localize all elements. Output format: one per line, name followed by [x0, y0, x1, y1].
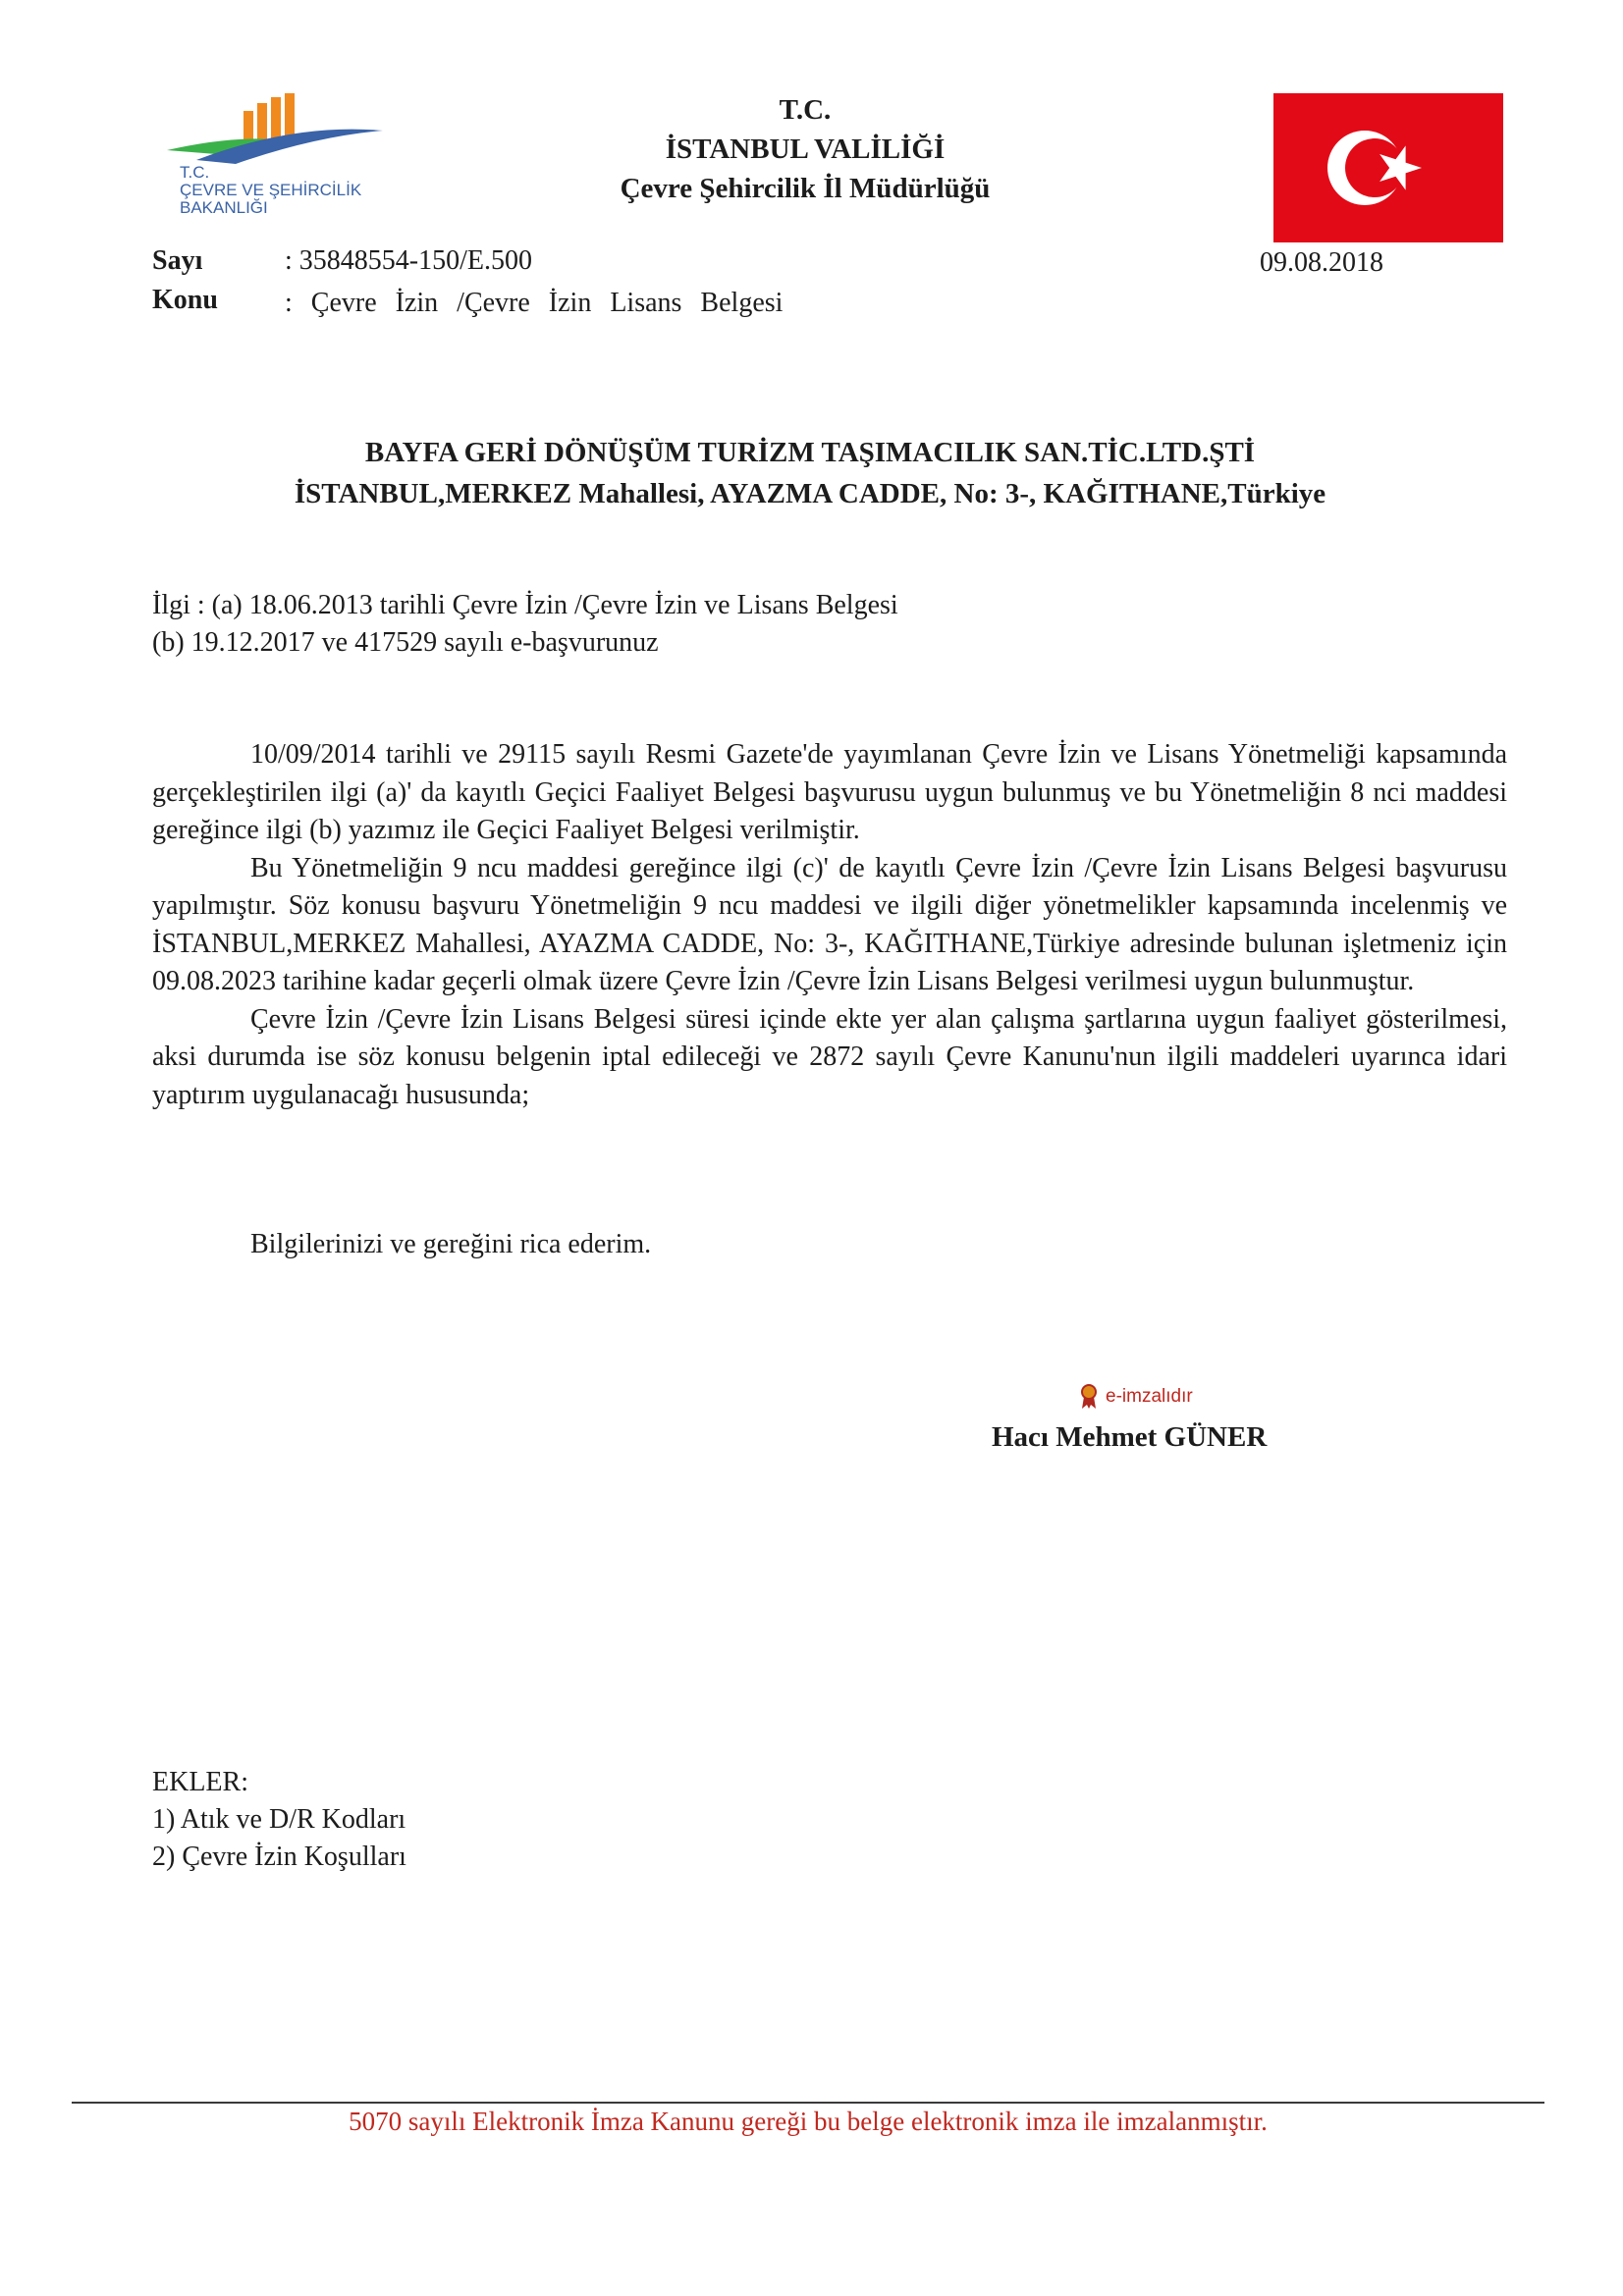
ministry-emblem-icon	[157, 93, 403, 172]
ministry-logo-text	[180, 164, 361, 217]
konu-label: Konu	[152, 285, 218, 315]
body-paragraph-1: 10/09/2014 tarihli ve 29115 sayılı Resmi Gazete'de yayımlanan Çevre İzin ve Lisans Yönetmeliği kapsamında gerçekleştirilen ilgi (a)' da kayıtlı Geçici Faaliyet Belgesi başvurusu uygun bulunmuş ve bu Yönetmeliğin 8 nci maddesi gereğince ilgi (b) yazımız ile Geçici Faaliyet Belgesi verilmiştir.	[152, 739, 1507, 845]
logo-line-1: T.C.	[180, 163, 210, 182]
ribbon-icon	[1080, 1384, 1098, 1410]
header-line-tc: T.C.	[779, 94, 832, 126]
header-line-governorship: İSTANBUL VALİLİĞİ	[665, 133, 946, 165]
body-paragraph-3: Çevre İzin /Çevre İzin Lisans Belgesi süresi içinde ekte yer alan çalışma şartlarına uygun faaliyet gösterilmesi, aksi durumda ise söz konusu belgenin iptal edileceği ve 2872 sayılı Çevre Kanunu'nun ilgili maddeleri uyarınca idari yaptırım uygulanacağı hususunda;	[152, 1003, 1507, 1110]
footer-divider	[72, 2102, 1544, 2104]
letter-body	[152, 736, 1507, 1114]
logo-line-3: BAKANLIĞI	[180, 198, 268, 217]
letter-date: 09.08.2018	[1260, 247, 1383, 278]
attachments-title: EKLER:	[152, 1767, 248, 1797]
sayi-value: : 35848554-150/E.500	[285, 245, 532, 276]
sayi-label: Sayı	[152, 245, 203, 276]
addressee-address: İSTANBUL,MERKEZ Mahallesi, AYAZMA CADDE, No: 3-, KAĞITHANE,Türkiye	[294, 478, 1326, 509]
reference-a: İlgi : (a) 18.06.2013 tarihli Çevre İzin /Çevre İzin ve Lisans Belgesi	[152, 590, 898, 620]
e-signature-label: e-imzalıdır	[1106, 1386, 1193, 1408]
attachment-item: 2) Çevre İzin Koşulları	[152, 1842, 406, 1872]
header-line-directorate: Çevre Şehircilik İl Müdürlüğü	[620, 173, 991, 204]
reference-b: (b) 19.12.2017 ve 417529 sayılı e-başvurunuz	[152, 627, 659, 658]
body-paragraph-2: Bu Yönetmeliğin 9 ncu maddesi gereğince ilgi (c)' de kayıtlı Çevre İzin /Çevre İzin Lisans Belgesi başvurusu yapılmıştır. Söz konusu başvuru Yönetmeliğin 9 ncu maddesi ve ilgili diğer yönetmelikler kapsamında incelenmiş ve İSTANBUL,MERKEZ Mahallesi, AYAZMA CADDE, No: 3-, KAĞITHANE,Türkiye adresinde bulunan işletmeniz için 09.08.2023 tarihine kadar geçerli olmak üzere Çevre İzin /Çevre İzin Lisans Belgesi verilmesi uygun bulunmuştur.	[152, 852, 1507, 996]
addressee-company: BAYFA GERİ DÖNÜŞÜM TURİZM TAŞIMACILIK SAN.TİC.LTD.ŞTİ	[364, 437, 1256, 468]
reference-block	[152, 587, 898, 662]
turkish-flag-icon	[1273, 93, 1503, 242]
footer-e-signature-note: 5070 sayılı Elektronik İmza Kanunu gereği bu belge elektronik imza ile imzalanmıştır.	[349, 2107, 1268, 2136]
konu-value: : Çevre İzin /Çevre İzin Lisans Belgesi	[285, 288, 784, 318]
closing-sentence: Bilgilerinizi ve gereğini rica ederim.	[250, 1229, 652, 1259]
attachment-item: 1) Atık ve D/R Kodları	[152, 1804, 406, 1835]
attachments	[152, 1764, 406, 1876]
e-signature-stamp	[1080, 1384, 1193, 1410]
letter-header	[550, 90, 1060, 208]
logo-line-2: ÇEVRE VE ŞEHİRCİLİK	[180, 181, 362, 199]
signer-name: Hacı Mehmet GÜNER	[992, 1421, 1268, 1453]
addressee	[152, 432, 1468, 514]
